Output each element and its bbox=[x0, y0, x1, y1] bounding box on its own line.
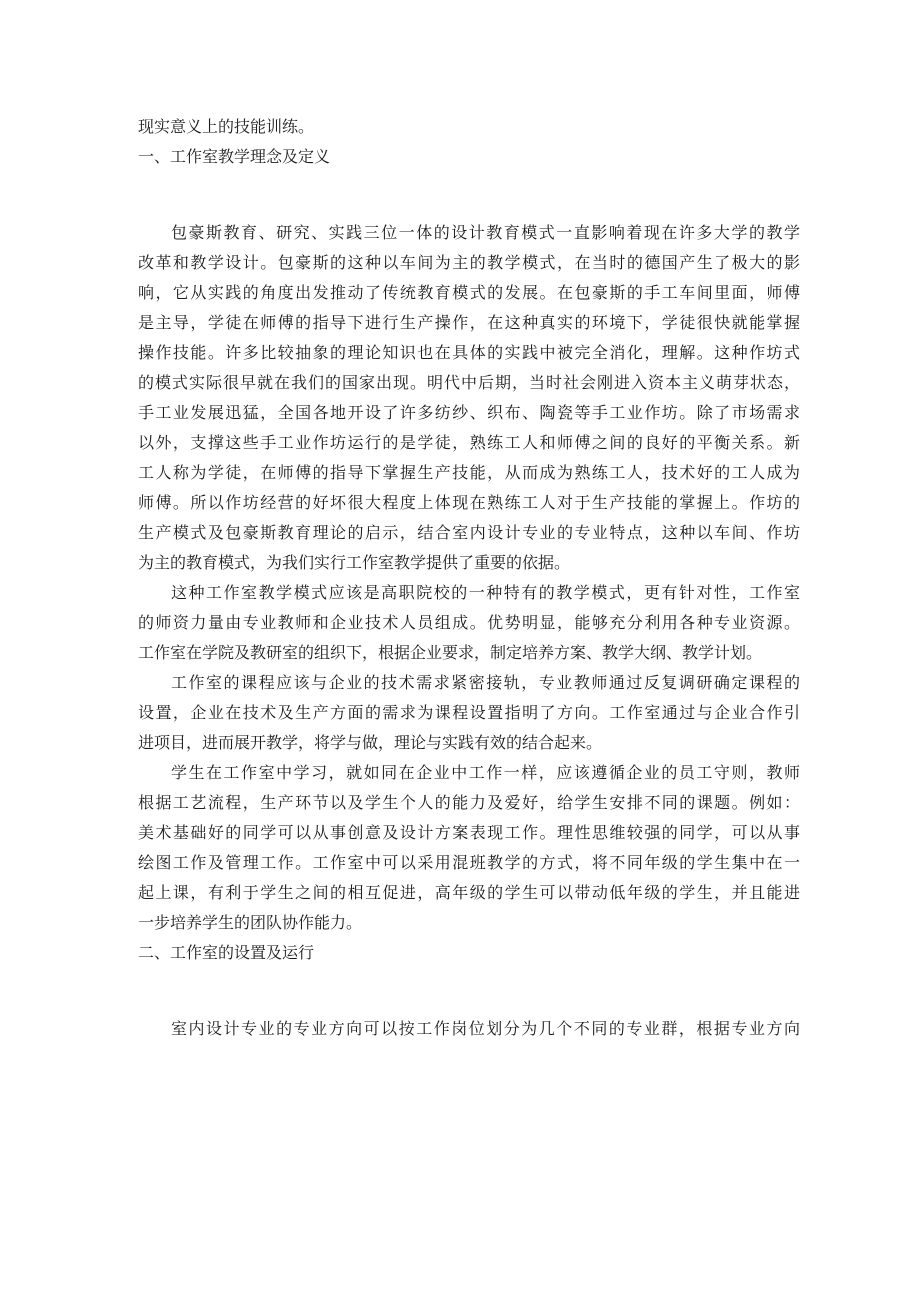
paragraph-line: 的师资力量由专业教师和企业技术人员组成。优势明显，能够充分利用各种专业资源。 bbox=[138, 613, 800, 632]
paragraph-line: 是主导，学徒在师傅的指导下进行生产操作，在这种真实的环境下，学徒很快就能掌握 bbox=[138, 313, 800, 332]
paragraph-line: 改革和教学设计。包豪斯的这种以车间为主的教学模式，在当时的德国产生了极大的影 bbox=[138, 253, 800, 272]
section-heading-2: 二、工作室的设置及运行 bbox=[138, 943, 315, 962]
paragraph-line: 室内设计专业的专业方向可以按工作岗位划分为几个不同的专业群，根据专业方向 bbox=[171, 1019, 800, 1038]
paragraph-line: 师傅。所以作坊经营的好坏很大程度上体现在熟练工人对于生产技能的掌握上。作坊的 bbox=[138, 493, 800, 512]
paragraph-line: 进项目，进而展开教学，将学与做，理论与实践有效的结合起来。 bbox=[138, 733, 603, 752]
paragraph-line: 起上课，有利于学生之间的相互促进，高年级的学生可以带动低年级的学生，并且能进 bbox=[138, 883, 800, 902]
paragraph-line: 工作室在学院及教研室的组织下，根据企业要求，制定培养方案、教学大纲、教学计划。 bbox=[138, 643, 763, 662]
paragraph-line: 学生在工作室中学习，就如同在企业中工作一样，应该遵循企业的员工守则，教师 bbox=[171, 763, 800, 782]
paragraph-line: 一步培养学生的团队协作能力。 bbox=[138, 913, 363, 932]
paragraph-line: 设置，企业在技术及生产方面的需求为课程设置指明了方向。工作室通过与企业合作引 bbox=[138, 703, 800, 722]
spacer bbox=[138, 172, 800, 218]
intro-line: 现实意义上的技能训练。 bbox=[138, 117, 315, 136]
paragraph-line: 工人称为学徒，在师傅的指导下掌握生产技能，从而成为熟练工人，技术好的工人成为 bbox=[138, 463, 800, 482]
document-page bbox=[138, 112, 800, 1044]
paragraph-line: 美术基础好的同学可以从事创意及设计方案表现工作。理性思维较强的同学，可以从事 bbox=[138, 823, 800, 842]
paragraph-line: 工作室的课程应该与企业的技术需求紧密接轨，专业教师通过反复调研确定课程的 bbox=[171, 673, 800, 692]
paragraph-line: 以外，支撑这些手工业作坊运行的是学徒，熟练工人和师傅之间的良好的平衡关系。新 bbox=[138, 433, 800, 452]
paragraph-line: 为主的教育模式，为我们实行工作室教学提供了重要的依据。 bbox=[138, 553, 571, 572]
paragraph-line: 绘图工作及管理工作。工作室中可以采用混班教学的方式，将不同年级的学生集中在一 bbox=[138, 853, 800, 872]
paragraph-line: 生产模式及包豪斯教育理论的启示，结合室内设计专业的专业特点，这种以车间、作坊 bbox=[138, 523, 800, 542]
paragraph-4 bbox=[138, 758, 800, 938]
paragraph-5 bbox=[138, 1014, 800, 1044]
section-heading-1: 一、工作室教学理念及定义 bbox=[138, 147, 331, 166]
paragraph-3 bbox=[138, 668, 800, 758]
paragraph-line: 的模式实际很早就在我们的国家出现。明代中后期，当时社会刚进入资本主义萌芽状态， bbox=[138, 373, 800, 392]
paragraph-line: 响，它从实践的角度出发推动了传统教育模式的发展。在包豪斯的手工车间里面，师傅 bbox=[138, 283, 800, 302]
paragraph-2 bbox=[138, 578, 800, 668]
paragraph-line: 根据工艺流程，生产环节以及学生个人的能力及爱好，给学生安排不同的课题。例如： bbox=[138, 793, 800, 812]
paragraph-1 bbox=[138, 218, 800, 578]
paragraph-line: 包豪斯教育、研究、实践三位一体的设计教育模式一直影响着现在许多大学的教学 bbox=[171, 223, 800, 242]
spacer bbox=[138, 968, 800, 1014]
paragraph-line: 手工业发展迅猛，全国各地开设了许多纺纱、织布、陶瓷等手工业作坊。除了市场需求 bbox=[138, 403, 800, 422]
paragraph-line: 这种工作室教学模式应该是高职院校的一种特有的教学模式，更有针对性，工作室 bbox=[171, 583, 800, 602]
paragraph-line: 操作技能。许多比较抽象的理论知识也在具体的实践中被完全消化，理解。这种作坊式 bbox=[138, 343, 800, 362]
